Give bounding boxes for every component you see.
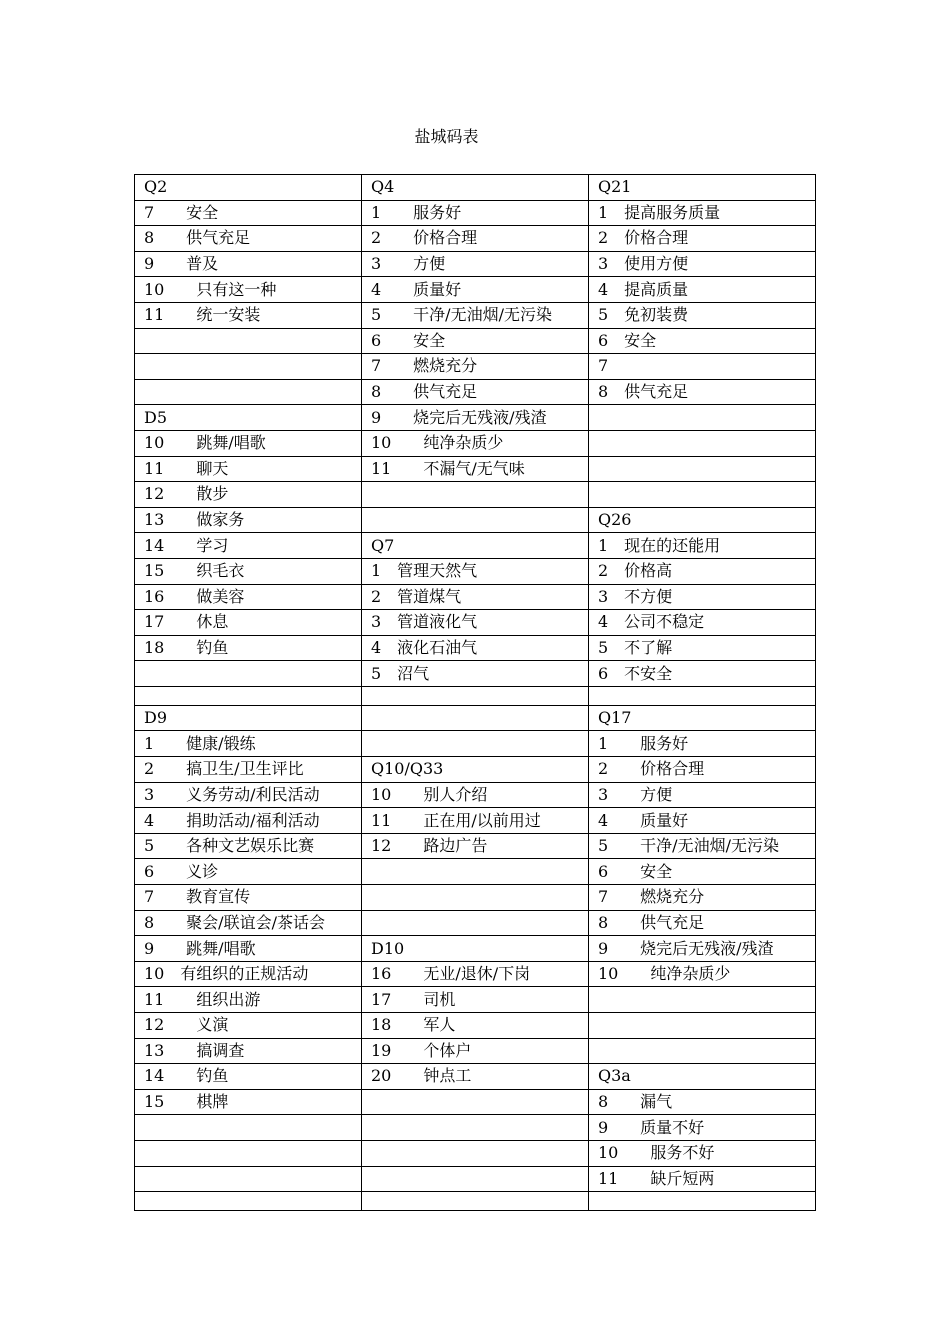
table-cell: 14 学习 [135, 533, 362, 559]
table-cell: Q26 [589, 507, 816, 533]
table-cell: 19 个体户 [362, 1038, 589, 1064]
table-cell [362, 1192, 589, 1211]
table-cell: 7 [589, 354, 816, 380]
table-row [135, 456, 816, 482]
table-row [135, 705, 816, 731]
table-cell: D10 [362, 936, 589, 962]
table-cell: 5 各种文艺娱乐比赛 [135, 833, 362, 859]
document-title: 盐城码表 [414, 127, 479, 146]
table-cell: 5 免初装费 [589, 302, 816, 328]
table-row [135, 430, 816, 456]
table-cell: 5 干净/无油烟/无污染 [589, 833, 816, 859]
table-cell: 18 军人 [362, 1013, 589, 1039]
table-cell: 9 跳舞/唱歌 [135, 936, 362, 962]
table-cell: 11 缺斤短两 [589, 1166, 816, 1192]
table-cell: 11 正在用/以前用过 [362, 808, 589, 834]
table-cell [362, 705, 589, 731]
table-row [135, 782, 816, 808]
table-row [135, 1140, 816, 1166]
table-cell: Q21 [589, 175, 816, 201]
table-cell [362, 731, 589, 757]
table-cell: 10 只有这一种 [135, 277, 362, 303]
table-row [135, 251, 816, 277]
table-cell: 8 聚会/联谊会/茶话会 [135, 910, 362, 936]
table-cell: 20 钟点工 [362, 1064, 589, 1090]
table-cell: 12 义演 [135, 1013, 362, 1039]
table-row [135, 661, 816, 687]
table-row [135, 328, 816, 354]
table-cell [589, 456, 816, 482]
table-cell: 17 休息 [135, 610, 362, 636]
table-row [135, 936, 816, 962]
table-cell: 9 烧完后无残液/残渣 [589, 936, 816, 962]
table-cell: 1 现在的还能用 [589, 533, 816, 559]
table-cell: 4 质量好 [362, 277, 589, 303]
table-row [135, 1115, 816, 1141]
table-cell: 16 做美容 [135, 584, 362, 610]
table-cell: 6 义诊 [135, 859, 362, 885]
table-cell: 2 搞卫生/卫生评比 [135, 757, 362, 783]
table-row [135, 302, 816, 328]
table-cell: Q10/Q33 [362, 757, 589, 783]
table-cell: Q17 [589, 705, 816, 731]
table-cell: 8 供气充足 [589, 910, 816, 936]
table-cell: Q3a [589, 1064, 816, 1090]
table-cell [135, 1115, 362, 1141]
table-row [135, 987, 816, 1013]
table-cell: 8 供气充足 [362, 379, 589, 405]
table-cell [135, 354, 362, 380]
table-row [135, 757, 816, 783]
table-cell [135, 661, 362, 687]
table-cell: 7 燃烧充分 [589, 885, 816, 911]
table-cell: 2 管道煤气 [362, 584, 589, 610]
table-cell [362, 507, 589, 533]
table-cell [135, 1140, 362, 1166]
table-cell [589, 1013, 816, 1039]
table-row [135, 405, 816, 431]
table-cell [362, 859, 589, 885]
table-cell: 12 路边广告 [362, 833, 589, 859]
table-cell: 16 无业/退休/下岗 [362, 961, 589, 987]
table-row [135, 1064, 816, 1090]
table-cell: 17 司机 [362, 987, 589, 1013]
table-cell: 4 质量好 [589, 808, 816, 834]
table-cell: 13 做家务 [135, 507, 362, 533]
table-cell: D5 [135, 405, 362, 431]
table-row [135, 558, 816, 584]
table-cell [362, 1089, 589, 1115]
table-row [135, 277, 816, 303]
table-row [135, 175, 816, 201]
table-row [135, 200, 816, 226]
table-cell: 7 安全 [135, 200, 362, 226]
table-row [135, 354, 816, 380]
code-table [134, 174, 816, 1211]
table-row [135, 635, 816, 661]
table-cell: 2 价格合理 [362, 226, 589, 252]
table-cell: 3 管道液化气 [362, 610, 589, 636]
table-cell: 1 服务好 [589, 731, 816, 757]
table-cell: 9 烧完后无残液/残渣 [362, 405, 589, 431]
table-cell: 1 健康/锻练 [135, 731, 362, 757]
table-cell: 5 干净/无油烟/无污染 [362, 302, 589, 328]
table-row [135, 1038, 816, 1064]
table-cell: 3 不方便 [589, 584, 816, 610]
table-cell: 4 提高质量 [589, 277, 816, 303]
table-cell: 3 使用方便 [589, 251, 816, 277]
table-cell: 5 不了解 [589, 635, 816, 661]
table-cell: 8 供气充足 [135, 226, 362, 252]
table-row [135, 584, 816, 610]
table-cell [362, 1140, 589, 1166]
table-row [135, 808, 816, 834]
table-cell [589, 482, 816, 508]
table-row [135, 1192, 816, 1211]
table-cell [362, 885, 589, 911]
table-cell [589, 405, 816, 431]
table-cell [589, 430, 816, 456]
table-row [135, 482, 816, 508]
table-cell: 2 价格合理 [589, 226, 816, 252]
table-cell: Q2 [135, 175, 362, 201]
table-row [135, 610, 816, 636]
table-row [135, 1166, 816, 1192]
table-cell [362, 482, 589, 508]
table-cell: 15 织毛衣 [135, 558, 362, 584]
table-cell [135, 379, 362, 405]
table-cell [135, 686, 362, 705]
table-cell: 5 沼气 [362, 661, 589, 687]
table-cell: D9 [135, 705, 362, 731]
table-cell: 2 价格合理 [589, 757, 816, 783]
table-cell [589, 1192, 816, 1211]
table-row [135, 1013, 816, 1039]
table-cell: Q7 [362, 533, 589, 559]
table-row [135, 1089, 816, 1115]
table-cell: 10 纯净杂质少 [589, 961, 816, 987]
table-cell: 6 不安全 [589, 661, 816, 687]
table-cell [135, 1192, 362, 1211]
table-cell: 3 方便 [362, 251, 589, 277]
table-cell: 10 有组织的正规活动 [135, 961, 362, 987]
table-row [135, 507, 816, 533]
table-cell: 6 安全 [589, 859, 816, 885]
table-cell [135, 1166, 362, 1192]
table-cell: 4 捐助活动/福利活动 [135, 808, 362, 834]
table-cell: 10 别人介绍 [362, 782, 589, 808]
table-cell: 6 安全 [589, 328, 816, 354]
table-row [135, 961, 816, 987]
table-row [135, 731, 816, 757]
table-cell: 3 方便 [589, 782, 816, 808]
table-cell: 4 液化石油气 [362, 635, 589, 661]
table-row [135, 226, 816, 252]
table-cell [589, 686, 816, 705]
table-row [135, 833, 816, 859]
table-cell: 8 漏气 [589, 1089, 816, 1115]
table-cell: 7 教育宣传 [135, 885, 362, 911]
table-row [135, 885, 816, 911]
table-cell: 14 钓鱼 [135, 1064, 362, 1090]
table-cell: 7 燃烧充分 [362, 354, 589, 380]
table-row [135, 910, 816, 936]
table-cell [589, 1038, 816, 1064]
table-cell: 11 统一安装 [135, 302, 362, 328]
table-row [135, 859, 816, 885]
table-cell: 3 义务劳动/利民活动 [135, 782, 362, 808]
table-cell: 11 组织出游 [135, 987, 362, 1013]
table-row [135, 533, 816, 559]
code-table-body [135, 175, 816, 1211]
table-row [135, 379, 816, 405]
table-cell: 1 管理天然气 [362, 558, 589, 584]
table-cell: 10 纯净杂质少 [362, 430, 589, 456]
table-cell: 6 安全 [362, 328, 589, 354]
table-cell: 8 供气充足 [589, 379, 816, 405]
table-cell [362, 1166, 589, 1192]
table-cell: 1 提高服务质量 [589, 200, 816, 226]
table-cell: 11 聊天 [135, 456, 362, 482]
table-cell [362, 910, 589, 936]
table-cell: Q4 [362, 175, 589, 201]
table-cell [362, 686, 589, 705]
table-cell [135, 328, 362, 354]
table-cell: 13 搞调查 [135, 1038, 362, 1064]
table-row [135, 686, 816, 705]
table-cell: 9 普及 [135, 251, 362, 277]
table-cell: 11 不漏气/无气味 [362, 456, 589, 482]
table-cell [589, 987, 816, 1013]
table-cell: 9 质量不好 [589, 1115, 816, 1141]
table-cell: 10 服务不好 [589, 1140, 816, 1166]
table-cell [362, 1115, 589, 1141]
table-cell: 18 钓鱼 [135, 635, 362, 661]
table-cell: 1 服务好 [362, 200, 589, 226]
table-cell: 2 价格高 [589, 558, 816, 584]
table-cell: 10 跳舞/唱歌 [135, 430, 362, 456]
table-cell: 15 棋牌 [135, 1089, 362, 1115]
table-cell: 12 散步 [135, 482, 362, 508]
table-cell: 4 公司不稳定 [589, 610, 816, 636]
